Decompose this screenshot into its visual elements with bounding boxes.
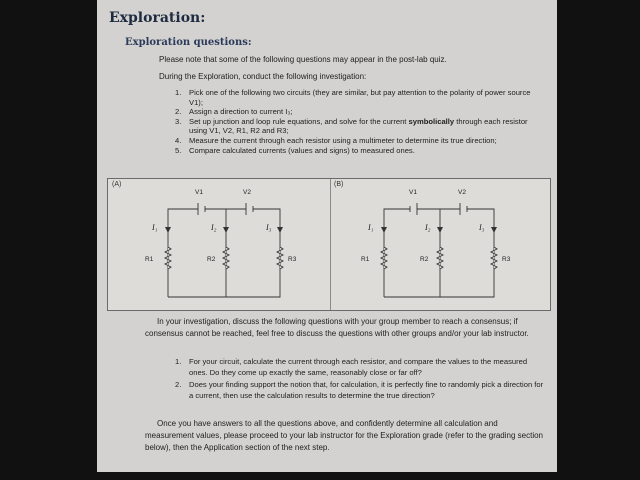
- list-item: 4. Measure the current through each resistor using a multimeter to determine its true direction;: [175, 135, 497, 145]
- a-i3-label: I₃: [266, 223, 272, 232]
- list-item: 1. For your circuit, calculate the current through each resistor, and compare the values to the measured ones. Do they come up exactly the same, reasonably close or far off?: [175, 357, 528, 377]
- document-page: [97, 0, 557, 472]
- list-item: 5. Compare calculated currents (values and signs) to measured ones.: [175, 145, 415, 155]
- a-v1-label: V1: [195, 189, 203, 196]
- circuit-b-diagram: [330, 179, 552, 310]
- list-item: 3. Set up junction and loop rule equations, and solve for the current symbolically through each resistor using V1, V2, R1, R2 and R3;: [175, 116, 528, 136]
- a-i2-label: I₂: [211, 223, 217, 232]
- closing-text: Once you have answers to all the questions above, and confidently determine all calculation and measurement values, please proceed to your lab instructor for the Exploration grade (refer to the grading section below), then the Application section of the next step.: [145, 419, 543, 452]
- b-r3-label: R3: [502, 256, 511, 263]
- b-i3-label: I₃: [479, 223, 485, 232]
- exploration-questions-heading: Exploration questions:: [125, 37, 252, 48]
- a-r3-label: R3: [288, 256, 297, 263]
- a-i1-label: I₁: [152, 223, 158, 232]
- b-v1-label: V1: [409, 189, 417, 196]
- b-v2-label: V2: [458, 189, 466, 196]
- b-i1-label: I₁: [368, 223, 374, 232]
- a-r2-label: R2: [207, 256, 216, 263]
- a-r1-label: R1: [145, 256, 154, 263]
- a-v2-label: V2: [243, 189, 251, 196]
- b-r1-label: R1: [361, 256, 370, 263]
- panel-label-b: (B): [334, 181, 344, 188]
- list-item: 1. Pick one of the following two circuits (they are similar, but pay attention to the polarity of power source V1);: [175, 88, 531, 107]
- intro-text: During the Exploration, conduct the following investigation:: [159, 72, 367, 81]
- b-i2-label: I₂: [425, 223, 431, 232]
- list-item: 2. Assign a direction to current I₃;: [175, 107, 293, 117]
- quiz-note: Please note that some of the following questions may appear in the post-lab quiz.: [159, 55, 447, 64]
- discussion-intro: In your investigation, discuss the following questions with your group member to reach a consensus; if consensus cannot be reached, feel free to discuss the questions with other groups and/or your lab instructor.: [145, 317, 529, 338]
- circuit-figure: [107, 178, 551, 311]
- exploration-heading: Exploration:: [109, 10, 206, 26]
- circuit-a-diagram: [108, 179, 330, 310]
- steps-list: [175, 88, 545, 155]
- panel-label-a: (A): [112, 181, 122, 188]
- list-item: 2. Does your finding support the notion that, for calculation, it is perfectly fine to randomly pick a direction for a current, then use the calculation results to determine the true direction?: [175, 380, 544, 400]
- questions-list: [175, 357, 545, 401]
- b-r2-label: R2: [420, 256, 429, 263]
